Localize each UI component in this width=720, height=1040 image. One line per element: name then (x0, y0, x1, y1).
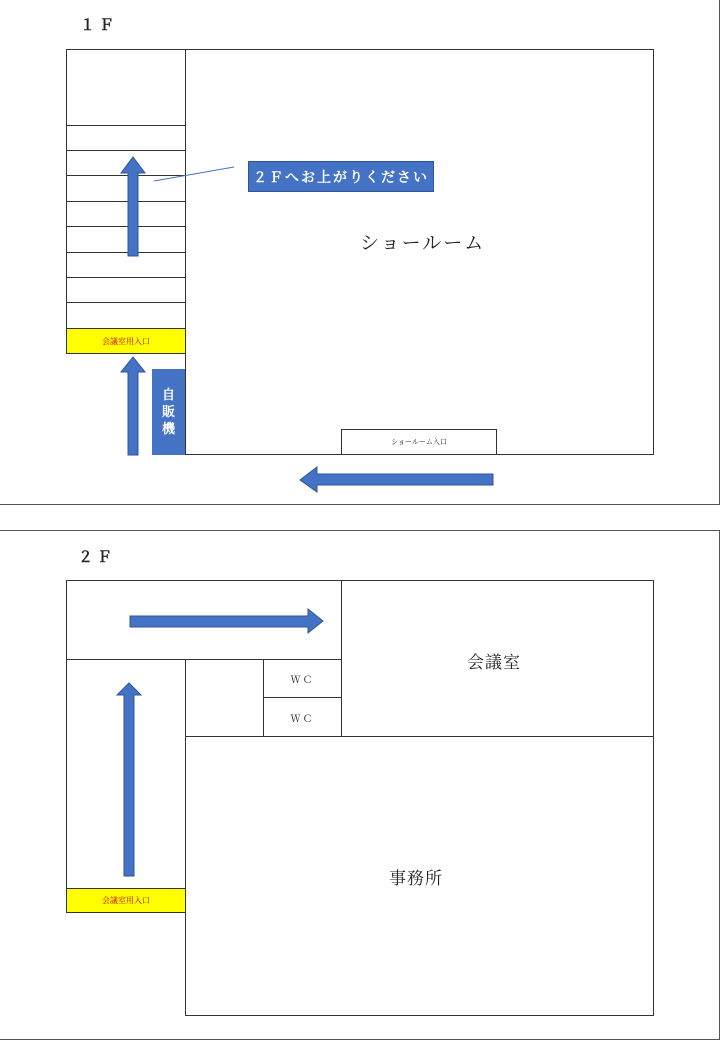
showroom-entrance-label: ショールーム入口 (391, 438, 447, 446)
floor2-meeting-entrance: 会議室用入口 (66, 888, 186, 913)
showroom-label: ショールーム (360, 232, 486, 254)
wc-label: ＷＣ (290, 713, 315, 725)
vending-char: 販 (161, 404, 175, 420)
meeting-room-label: 会議室 (467, 653, 521, 673)
office-label: 事務所 (389, 869, 443, 889)
floor1-callout: ２Ｆへお上がりください (248, 161, 434, 192)
floor2-label: ２Ｆ (78, 548, 117, 566)
floor1-label: １Ｆ (80, 16, 119, 34)
vending-char: 自 (161, 387, 175, 403)
vending-char: 機 (161, 421, 175, 437)
floor1-meeting-entrance: 会議室用入口 (66, 328, 186, 354)
wc-label: ＷＣ (290, 675, 315, 686)
